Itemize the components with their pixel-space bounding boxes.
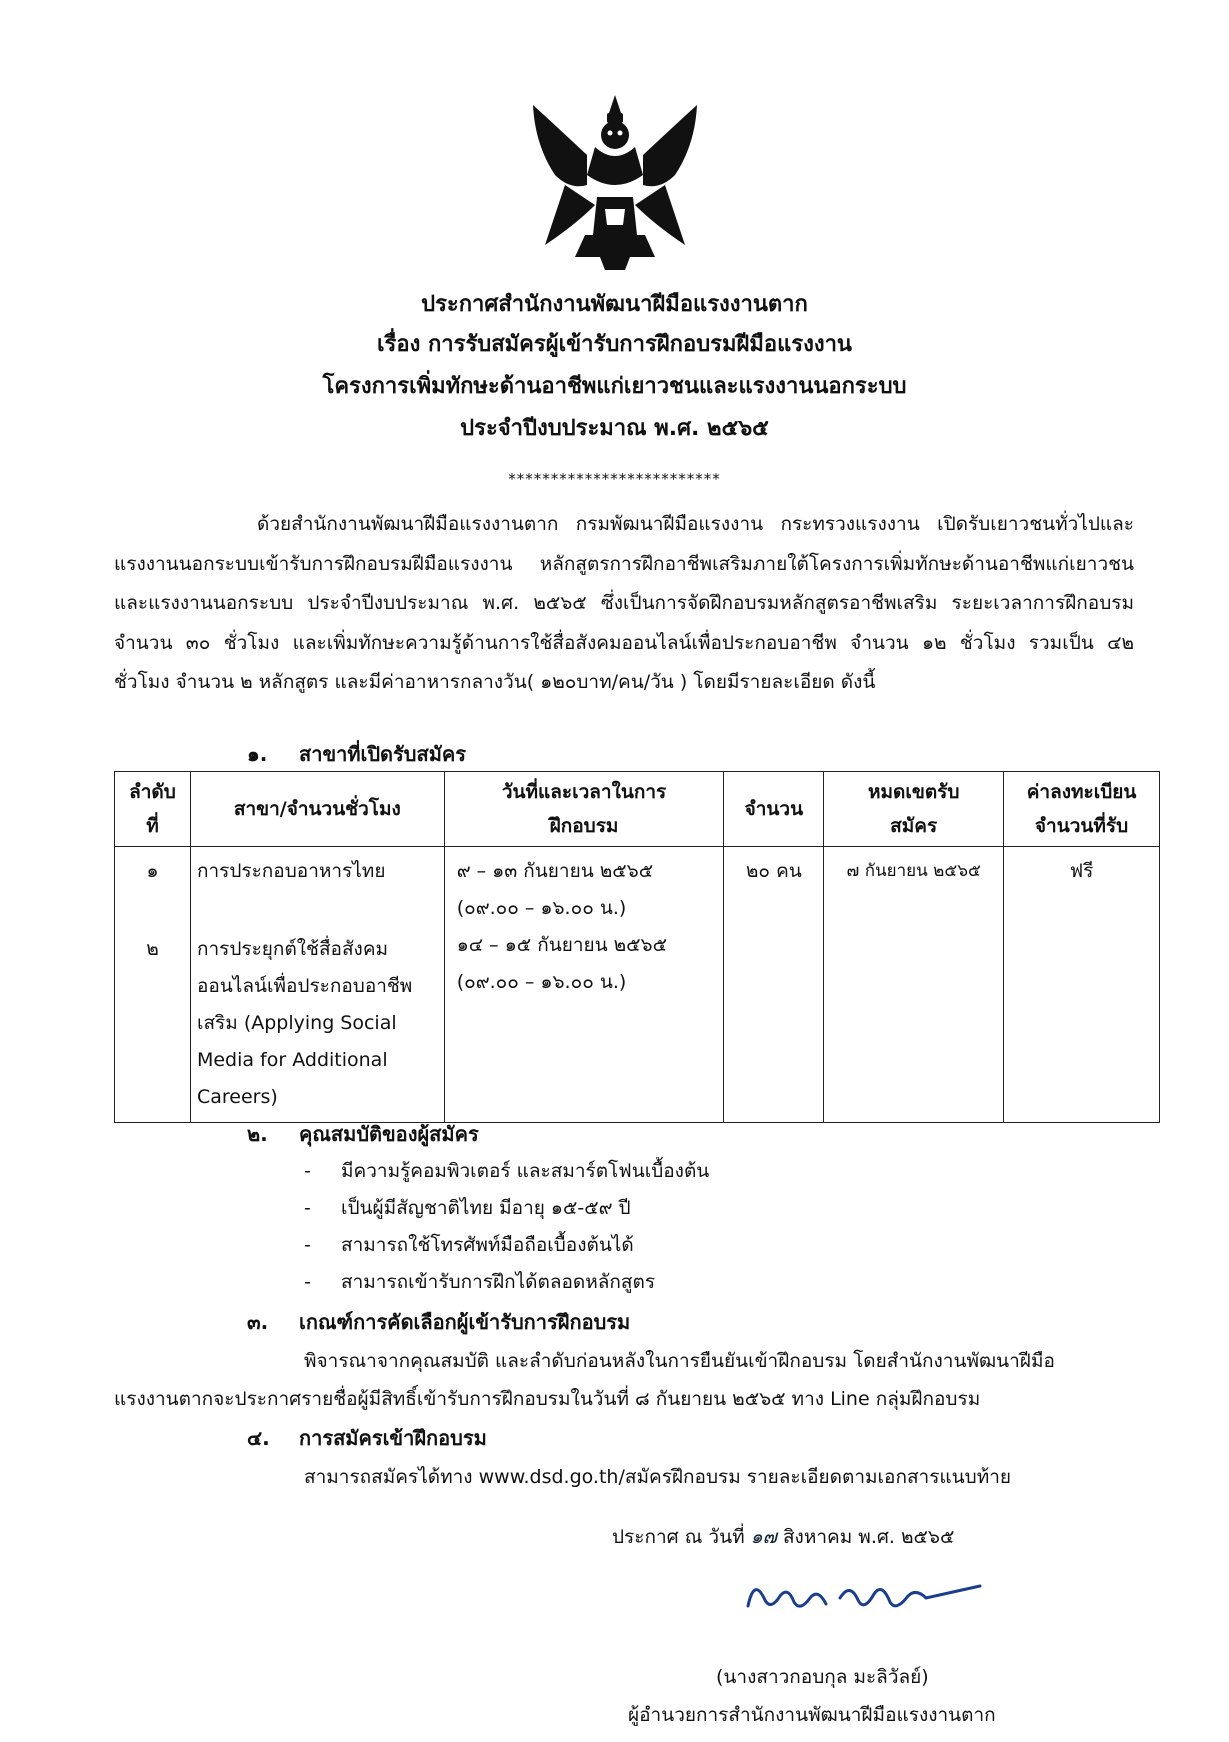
list-item: - เป็นผู้มีสัญชาติไทย มีอายุ ๑๕-๕๙ ปี <box>304 1197 631 1219</box>
section-3-text-1: พิจารณาจากคุณสมบัติ และลำดับก่อนหลังในการยืนยันเข้าฝึกอบรม โดยสำนักงานพัฒนาฝีมือ <box>304 1350 1055 1372</box>
header-deadline: หมดเขตรับ สมัคร <box>824 772 1004 847</box>
header-no: ลำดับ ที่ <box>115 772 191 847</box>
announcement-subject: เรื่อง การรับสมัครผู้เข้ารับการฝึกอบรมฝีมือแรงงาน <box>377 332 852 357</box>
row-numbers: ๑ ๒ <box>115 847 191 1123</box>
list-item: - สามารถเข้ารับการฝึกได้ตลอดหลักสูตร <box>304 1271 656 1293</box>
intro-paragraph: ด้วยสำนักงานพัฒนาฝีมือแรงงานตาก กรมพัฒนาฝีมือแรงงาน กระทรวงแรงงาน เปิดรับเยาวชนทั่วไปและแรงงานนอกระบบเข้ารับการฝึกอบรมฝีมือแรงงาน หลักสูตรการฝึกอาชีพเสริมภายใต้โครงการเพิ่มทักษะด้านอาชีพแก่เยาวชนและแรงงานนอกระบบ ประจำปีงบประมาณ พ.ศ. ๒๕๖๕ ซึ่งเป็นการจัดฝึกอบรมหลักสูตรอาชีพเสริม ระยะเวลาการฝึกอบรม จำนวน ๓๐ ชั่วโมง และเพิ่มทักษะความรู้ด้านการใช้สื่อสังคมออนไลน์เพื่อประกอบอาชีพ จำนวน ๑๒ ชั่วโมง รวมเป็น ๔๒ ชั่วโมง จำนวน ๒ หลักสูตร และมีค่าอาหารกลางวัน( ๑๒๐บาท/คน/วัน ) โดยมีรายละเอียด ดังนี้ <box>114 513 1134 693</box>
section-title: สาขาที่เปิดรับสมัคร <box>299 742 466 766</box>
section-3-heading: ๓. เกณฑ์การคัดเลือกผู้เข้ารับการฝึกอบรม <box>247 1310 631 1334</box>
section-4-text: สามารถสมัครได้ทาง www.dsd.go.th/สมัครฝึกอบรม รายละเอียดตามเอกสารแนบท้าย <box>304 1466 1012 1488</box>
header-date: วันที่และเวลาในการ ฝึกอบรม <box>444 772 724 847</box>
row-deadline: ๗ กันยายน ๒๕๖๕ <box>824 847 1004 1123</box>
announcement-title: ประกาศสำนักงานพัฒนาฝีมือแรงงานตาก <box>421 292 808 317</box>
separator: ************************* <box>508 470 721 488</box>
handwritten-day: ๑๗ <box>750 1526 777 1548</box>
courses-table <box>114 771 1160 1123</box>
section-3-text-2: แรงงานตากจะประกาศรายชื่อผู้มีสิทธิ์เข้ารับการฝึกอบรมในวันที่ ๘ กันยายน ๒๕๖๕ ทาง Line กลุ่มฝึกอบรม <box>114 1388 981 1410</box>
section-1-heading <box>247 738 466 770</box>
row-dates: ๙ – ๑๓ กันยายน ๒๕๖๕ (๐๙.๐๐ – ๑๖.๐๐ น.) ๑๔ – ๑๕ กันยายน ๒๕๖๕ (๐๙.๐๐ – ๑๖.๐๐ น.) <box>444 847 724 1123</box>
row-branches: การประกอบอาหารไทย การประยุกต์ใช้สื่อสังคม ออนไลน์เพื่อประกอบอาชีพ เสริม (Applying Social Media for Additional Careers) <box>190 847 444 1123</box>
garuda-emblem-icon <box>525 85 705 275</box>
signer-position: ผู้อำนวยการสำนักงานพัฒนาฝีมือแรงงานตาก <box>628 1704 996 1726</box>
section-4-heading: ๔. การสมัครเข้าฝึกอบรม <box>247 1426 487 1450</box>
row-count: ๒๐ คน <box>724 847 824 1123</box>
fiscal-year: ประจำปีงบประมาณ พ.ศ. ๒๕๖๕ <box>460 416 769 441</box>
signature <box>740 1568 990 1628</box>
row-fee: ฟรี <box>1004 847 1160 1123</box>
table-row <box>115 847 1160 1123</box>
header-branch: สาขา/จำนวนชั่วโมง <box>190 772 444 847</box>
section-2-heading: ๒. คุณสมบัติของผู้สมัคร <box>247 1122 479 1146</box>
header-fee: ค่าลงทะเบียน จำนวนที่รับ <box>1004 772 1160 847</box>
list-item: - สามารถใช้โทรศัพท์มือถือเบื้องต้นได้ <box>304 1234 634 1256</box>
project-name: โครงการเพิ่มทักษะด้านอาชีพแก่เยาวชนและแรงงานนอกระบบ <box>322 374 907 399</box>
signer-name: (นางสาวกอบกุล มะลิวัลย์) <box>716 1666 929 1688</box>
table-header-row <box>115 772 1160 847</box>
header-count: จำนวน <box>724 772 824 847</box>
section-number: ๑. <box>247 742 268 766</box>
list-item: - มีความรู้คอมพิวเตอร์ และสมาร์ตโฟนเบื้องต้น <box>304 1160 710 1182</box>
announcement-date: ประกาศ ณ วันที่ ๑๗ สิงหาคม พ.ศ. ๒๕๖๕ <box>612 1526 955 1548</box>
